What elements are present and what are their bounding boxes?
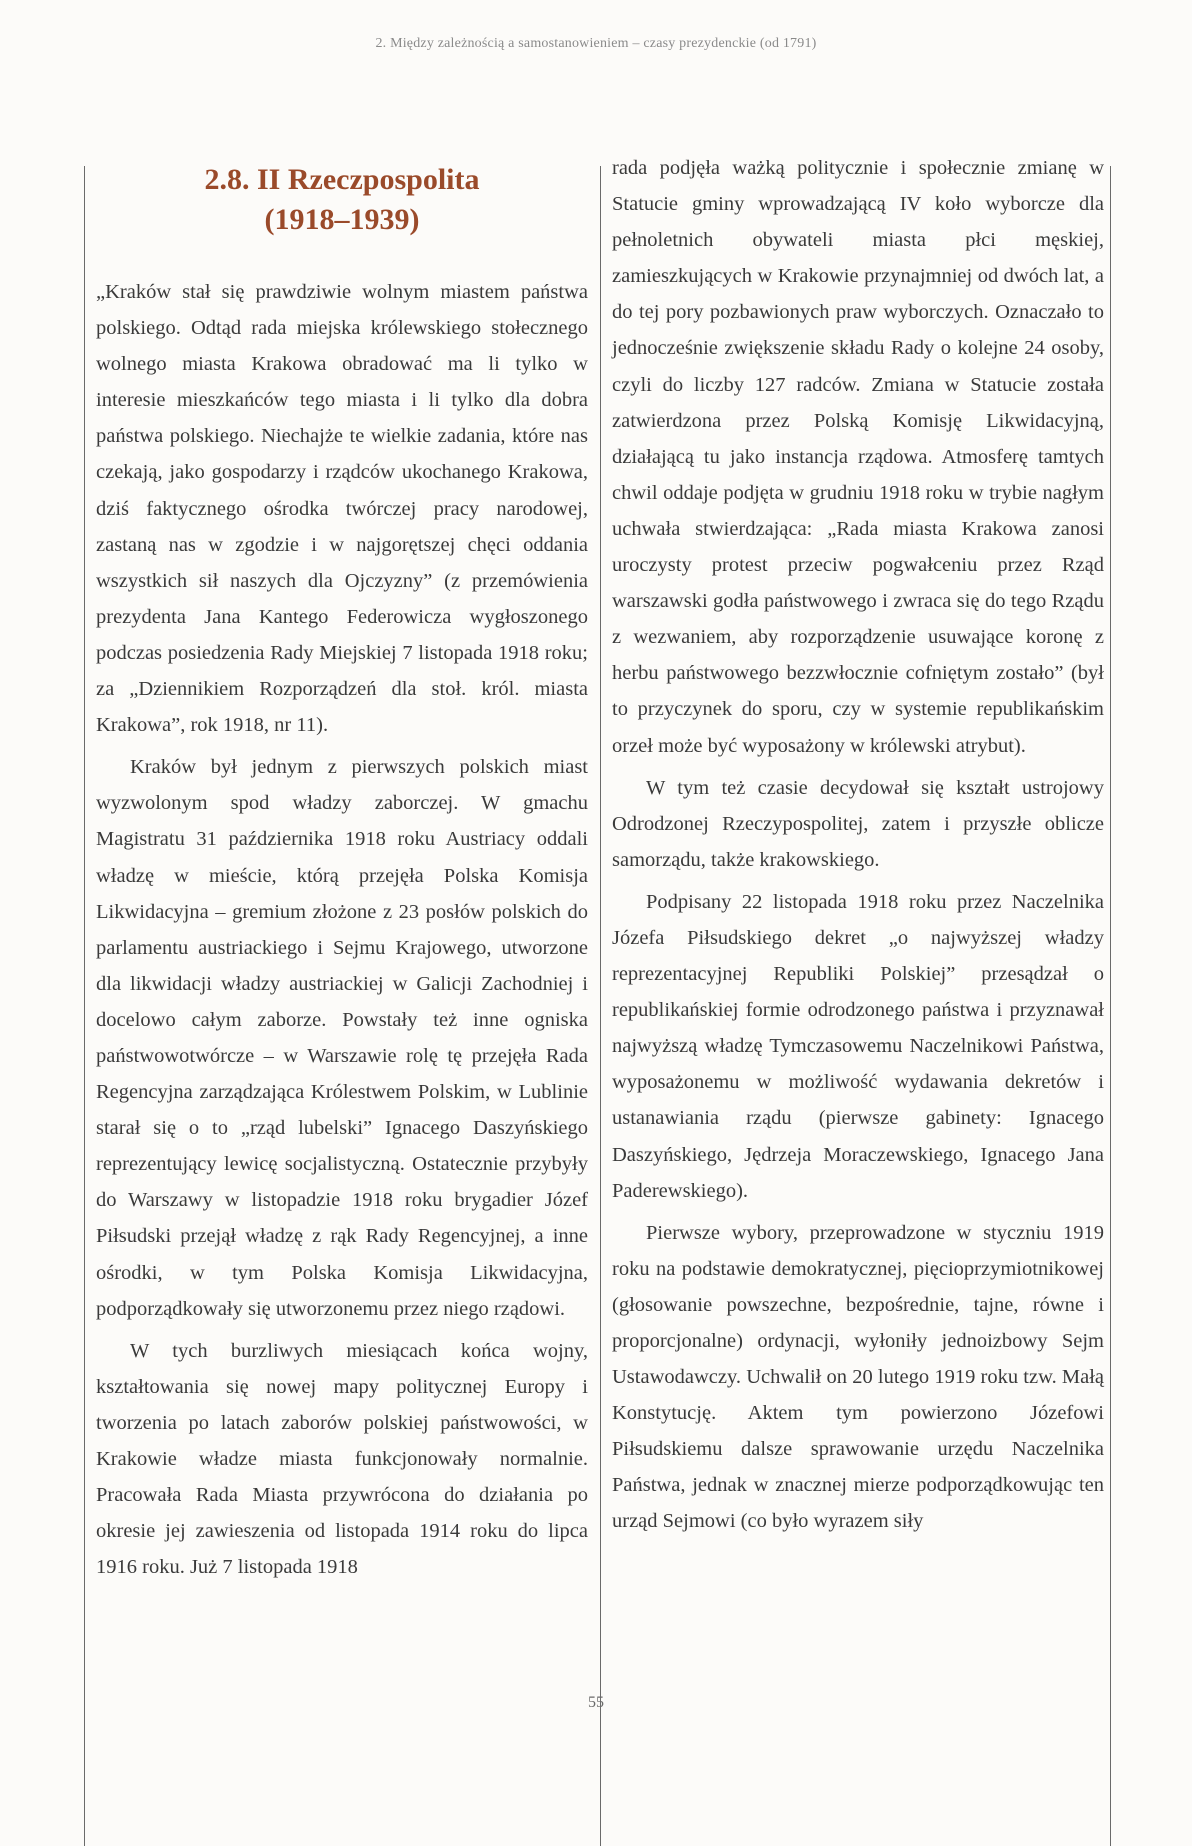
page-number: 55 [588,1694,604,1711]
right-column [612,150,1104,1540]
section-title [96,160,588,240]
body-paragraph: Podpisany 22 listopada 1918 roku przez Naczelnika Józefa Piłsudskiego dekret „o najwyższej władzy reprezentacyjnej Republiki Polskiej” przesądzał o republikańskiej formie odrodzonego państwa i przyznawał najwyższą władzę Tymczasowemu Naczelnikowi Państwa, wyposażonemu w możliwość wydawania dekretów i ustanawiania rządu (pierwsze gabinety: Ignacego Daszyńskiego, Jędrzeja Moraczewskiego, Ignacego Jana Paderewskiego). [612,890,1104,1202]
section-number-title: 2.8. II Rzeczpospolita [204,163,480,196]
body-paragraph: W tym też czasie decydował się kształt ustrojowy Odrodzonej Rzeczypospolitej, zatem i przyszłe oblicze samorządu, także krakowskiego. [612,776,1104,871]
section-years: (1918–1939) [264,203,420,236]
left-column [96,160,588,1585]
right-column-rule [600,166,601,1846]
running-header: 2. Między zależnością a samostanowieniem – czasy prezydenckie (od 1791) [375,36,817,51]
body-paragraph: Pierwsze wybory, przeprowadzone w styczniu 1919 roku na podstawie demokratycznej, pięcioprzymiotnikowej (głosowanie powszechne, bezpośrednie, tajne, równe i proporcjonalne) ordynacji, wyłoniły jednoizbowy Sejm Ustawodawczy. Uchwalił on 20 lutego 1919 roku tzw. Małą Konstytucję. Aktem tym powierzono Józefowi Piłsudskiemu dalsze sprawowanie urzędu Naczelnika Państwa, jednak w znacznej mierze podporządkowując ten urząd Sejmowi (co było wyrazem siły [612,1221,1104,1533]
quote-paragraph: „Kraków stał się prawdziwie wolnym miastem państwa polskiego. Odtąd rada miejska królewskiego stołecznego wolnego miasta Krakowa obradować ma li tylko w interesie mieszkańców tego miasta i li tylko dla dobra państwa polskiego. Niechajże te wielkie zadania, które nas czekają, jako gospodarzy i rządców ukochanego Krakowa, dziś faktycznego ośrodka twórczej pracy narodowej, zastaną nas w zgodzie i w najgorętszej chęci oddania wszystkich sił naszych dla Ojczyzny” (z przemówienia prezydenta Jana Kantego Federowicza wygłoszonego podczas posiedzenia Rady Miejskiej 7 listopada 1918 roku; za „Dziennikiem Rozporządzeń dla stoł. król. miasta Krakowa”, rok 1918, nr 11). [96,281,588,737]
right-edge-rule [1110,166,1111,1846]
left-column-rule [84,166,85,1846]
body-paragraph: rada podjęła ważką politycznie i społecznie zmianę w Statucie gminy wprowadzającą IV koło wyborcze dla pełnoletnich obywateli miasta płci męskiej, zamieszkujących w Krakowie przynajmniej od dwóch lat, a do tej pory pozbawionych praw wyborczych. Oznaczało to jednocześnie zwiększenie składu Rady o kolejne 24 osoby, czyli do liczby 127 radców. Zmiana w Statucie została zatwierdzona przez Polską Komisję Likwidacyjną, działającą tu jako instancja rządowa. Atmosferę tamtych chwil oddaje podjęta w grudniu 1918 roku w trybie nagłym uchwała stwierdzająca: „Rada miasta Krakowa zanosi uroczysty protest przeciw pogwałceniu przez Rząd warszawski godła państwowego i zwraca się do tego Rządu z wezwaniem, aby rozporządzenie usuwające koronę z herbu państwowego bezzwłocznie cofniętym zostało” (był to przyczynek do sporu, czy w systemie republikańskim orzeł może być wyposażony w królewski atrybut). [612,157,1104,757]
body-paragraph: Kraków był jednym z pierwszych polskich miast wyzwolonym spod władzy zaborczej. W gmachu Magistratu 31 października 1918 roku Austriacy oddali władzę w mieście, którą przejęła Polska Komisja Likwidacyjna – gremium złożone z 23 posłów polskich do parlamentu austriackiego i Sejmu Krajowego, utworzone dla likwidacji władzy austriackiej w Galicji Zachodniej i docelowo całym zaborze. Powstały też inne ogniska państwowotwórcze – w Warszawie rolę tę przejęła Rada Regencyjna zarządzająca Królestwem Polskim, w Lublinie starał się o to „rząd lubelski” Ignacego Daszyńskiego reprezentujący lewicę socjalistyczną. Ostatecznie przybyły do Warszawy w listopadzie 1918 roku brygadier Józef Piłsudski przejął władzę z rąk Rady Regencyjnej, a inne ośrodki, w tym Polska Komisja Likwidacyjna, podporządkowały się utworzonemu przez niego rządowi. [96,756,588,1320]
body-paragraph: W tych burzliwych miesiącach końca wojny, kształtowania się nowej mapy politycznej Europy i tworzenia po latach zaborów polskiej państwowości, w Krakowie władze miasta funkcjonowały normalnie. Pracowała Rada Miasta przywrócona do działania po okresie jej zawieszenia od listopada 1914 roku do lipca 1916 roku. Już 7 listopada 1918 [96,1339,588,1579]
